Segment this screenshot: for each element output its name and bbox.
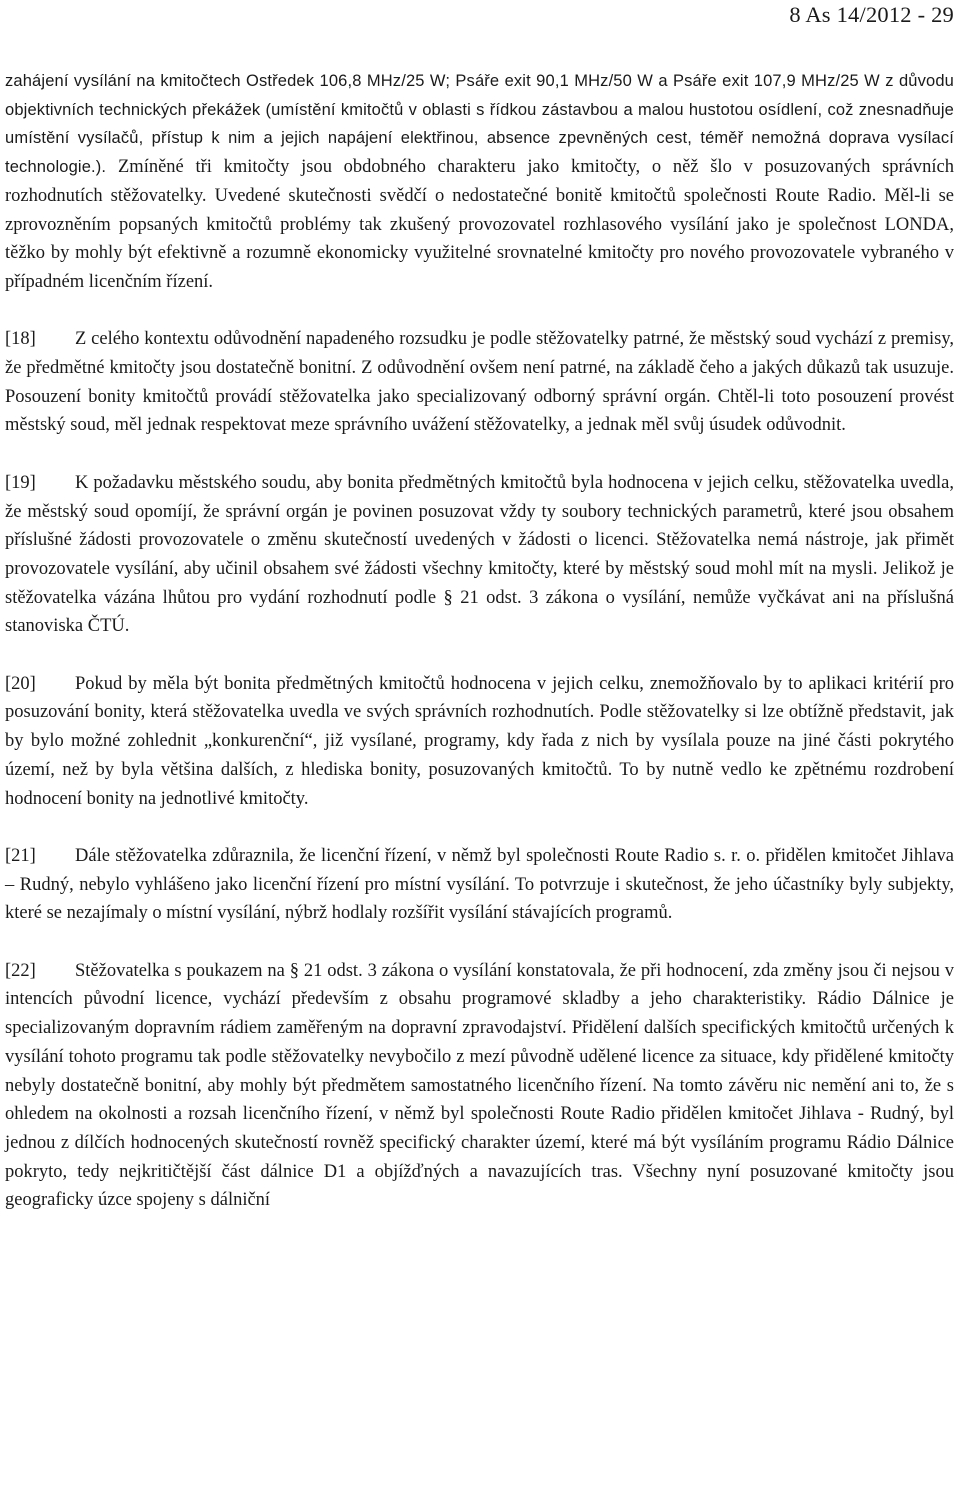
paragraph-text: Zmíněné tři kmitočty jsou obdobného charakteru jako kmitočty, o něž šlo v posuzovaných správních rozhodnutích stěžovatelky. Uvedené skutečnosti svědčí o nedostatečné bonitě kmitočtů společnosti Route Radio. Měl-li se zprovozněním popsaných kmitočtů problémy tak zkušený provozovatel rozhlasového vysílání jako je společnost LONDA, těžko by mohly být efektivně a rozumně ekonomicky využitelné srovnatelné kmitočty pro nového provozovatele vybraného v případném licenčním řízení. [5,157,954,292]
paragraph-number: [19] [5,472,36,493]
paragraph-number: [21] [5,845,36,866]
paragraph-number: [18] [5,329,36,350]
paragraph-18 [5,325,954,440]
paragraph-text: Dále stěžovatelka zdůraznila, že licenční řízení, v němž byl společnosti Route Radio s. r. o. přidělen kmitočet Jihlava – Rudný, nebylo vyhlášeno jako licenční řízení pro místní vysílání. To potvrzuje i skutečnost, že jeho účastníky byly subjekty, které se nezajímaly o místní vysílání, nýbrž hodlaly rozšířit vysílání stávajících programů. [5,845,954,924]
paragraph-text: Stěžovatelka s poukazem na § 21 odst. 3 zákona o vysílání konstatovala, že při hodnocení, zda změny jsou či nejsou v intencích původní licence, vychází především z obsahu programové skladby a jeho charakteristiky. Rádio Dálnice je specializovaným dopravním rádiem zaměřeným na dopravní zpravodajství. Přidělení dalších specifických kmitočtů určených k vysílání tohoto programu tak podle stěžovatelky nevybočilo z mezí původně udělené licence za situace, kdy přidělené kmitočty nebyly dostatečně bonitní, aby mohly být předmětem samostatného licenčního řízení. Na tomto závěru nic nemění ani to, že s ohledem na okolnosti a rozsah licenčního řízení, v němž byl společnosti Route Radio přidělen kmitočet Jihlava - Rudný, byl jednou z dílčích hodnocených skutečností rovněž specifický charakter území, které má být vysíláním programu Rádio Dálnice pokryto, tedy nejkritičtější část dálnice D1 a objížďných a navazujících tras. Všechny nyní posuzované kmitočty jsou geograficky úzce spojeny s dálniční [5,960,954,1211]
paragraph-number: [20] [5,673,36,694]
paragraph-21 [5,842,954,928]
paragraph-22 [5,957,954,1215]
paragraph-20 [5,670,954,814]
page-reference-header: 8 As 14/2012 - 29 [789,2,954,27]
paragraph-number: [22] [5,960,36,981]
paragraph-19 [5,469,954,641]
paragraph-text: K požadavku městského soudu, aby bonita předmětných kmitočtů byla hodnocena v jejich celku, stěžovatelka uvedla, že městský soud opomíjí, že správní orgán je povinen posuzovat vždy ty soubory technických parametrů, které jsou obsahem příslušné žádosti provozovatele o změnu skutečností uvedených v žádosti o licenci. Stěžovatelka nemá nástroje, jak přimět provozovatele vysílání, aby učinil obsahem své žádosti všechny kmitočty, které by městský soud mohl mít na mysli. Jelikož je stěžovatelka vázána lhůtou pro vydání rozhodnutí podle § 21 odst. 3 zákona o vysílání, nemůže vyčkávat ani na příslušná stanoviska ČTÚ. [5,472,954,637]
document-body [5,67,954,1244]
paragraph-text: Pokud by měla být bonita předmětných kmitočtů hodnocena v jejich celku, znemožňovalo by to aplikaci kritérií pro posuzování bonity, která stěžovatelka uvedla ve svých správních rozhodnutích. Podle stěžovatelky si lze obtížně představit, jak by bylo možné zohlednit „konkurenční“, již vysílané, programy, kdy řada z nich by vysílala pouze na jiné části pokrytého území, než by byla většina dalších, z hlediska bonity, posuzovaných kmitočtů. To by nutně vedlo ke zpětnému rozdrobení hodnocení bonity na jednotlivé kmitočty. [5,673,954,809]
paragraph-sans-text: zahájení vysílání na kmitočtech Ostředek 106,8 MHz/25 W; Psáře exit 90,1 MHz/50 W a Psáře exit 107,9 MHz/25 W z důvodu objektivních technických překážek (umístění kmitočtů v oblasti s řídkou zástavbou a malou hustotou osídlení, což znesnadňuje umístění vysílačů, přístup k nim a jejich napájení elektřinou, absence zpevněných cest, téměř nemožná doprava vysílací technologie.). [5,72,954,177]
paragraph-text: Z celého kontextu odůvodnění napadeného rozsudku je podle stěžovatelky patrné, že městský soud vychází z premisy, že předmětné kmitočty jsou dostatečně bonitní. Z odůvodnění ovšem není patrné, na základě čeho a jakých důkazů tak usuzuje. Posouzení bonity kmitočtů provádí stěžovatelka jako specializovaný odborný správní orgán. Chtěl-li toto posouzení provést městský soud, měl jednak respektovat meze správního uvážení stěžovatelky, a jednak měl svůj úsudek odůvodnit. [5,329,954,436]
paragraph-continued [5,67,954,297]
